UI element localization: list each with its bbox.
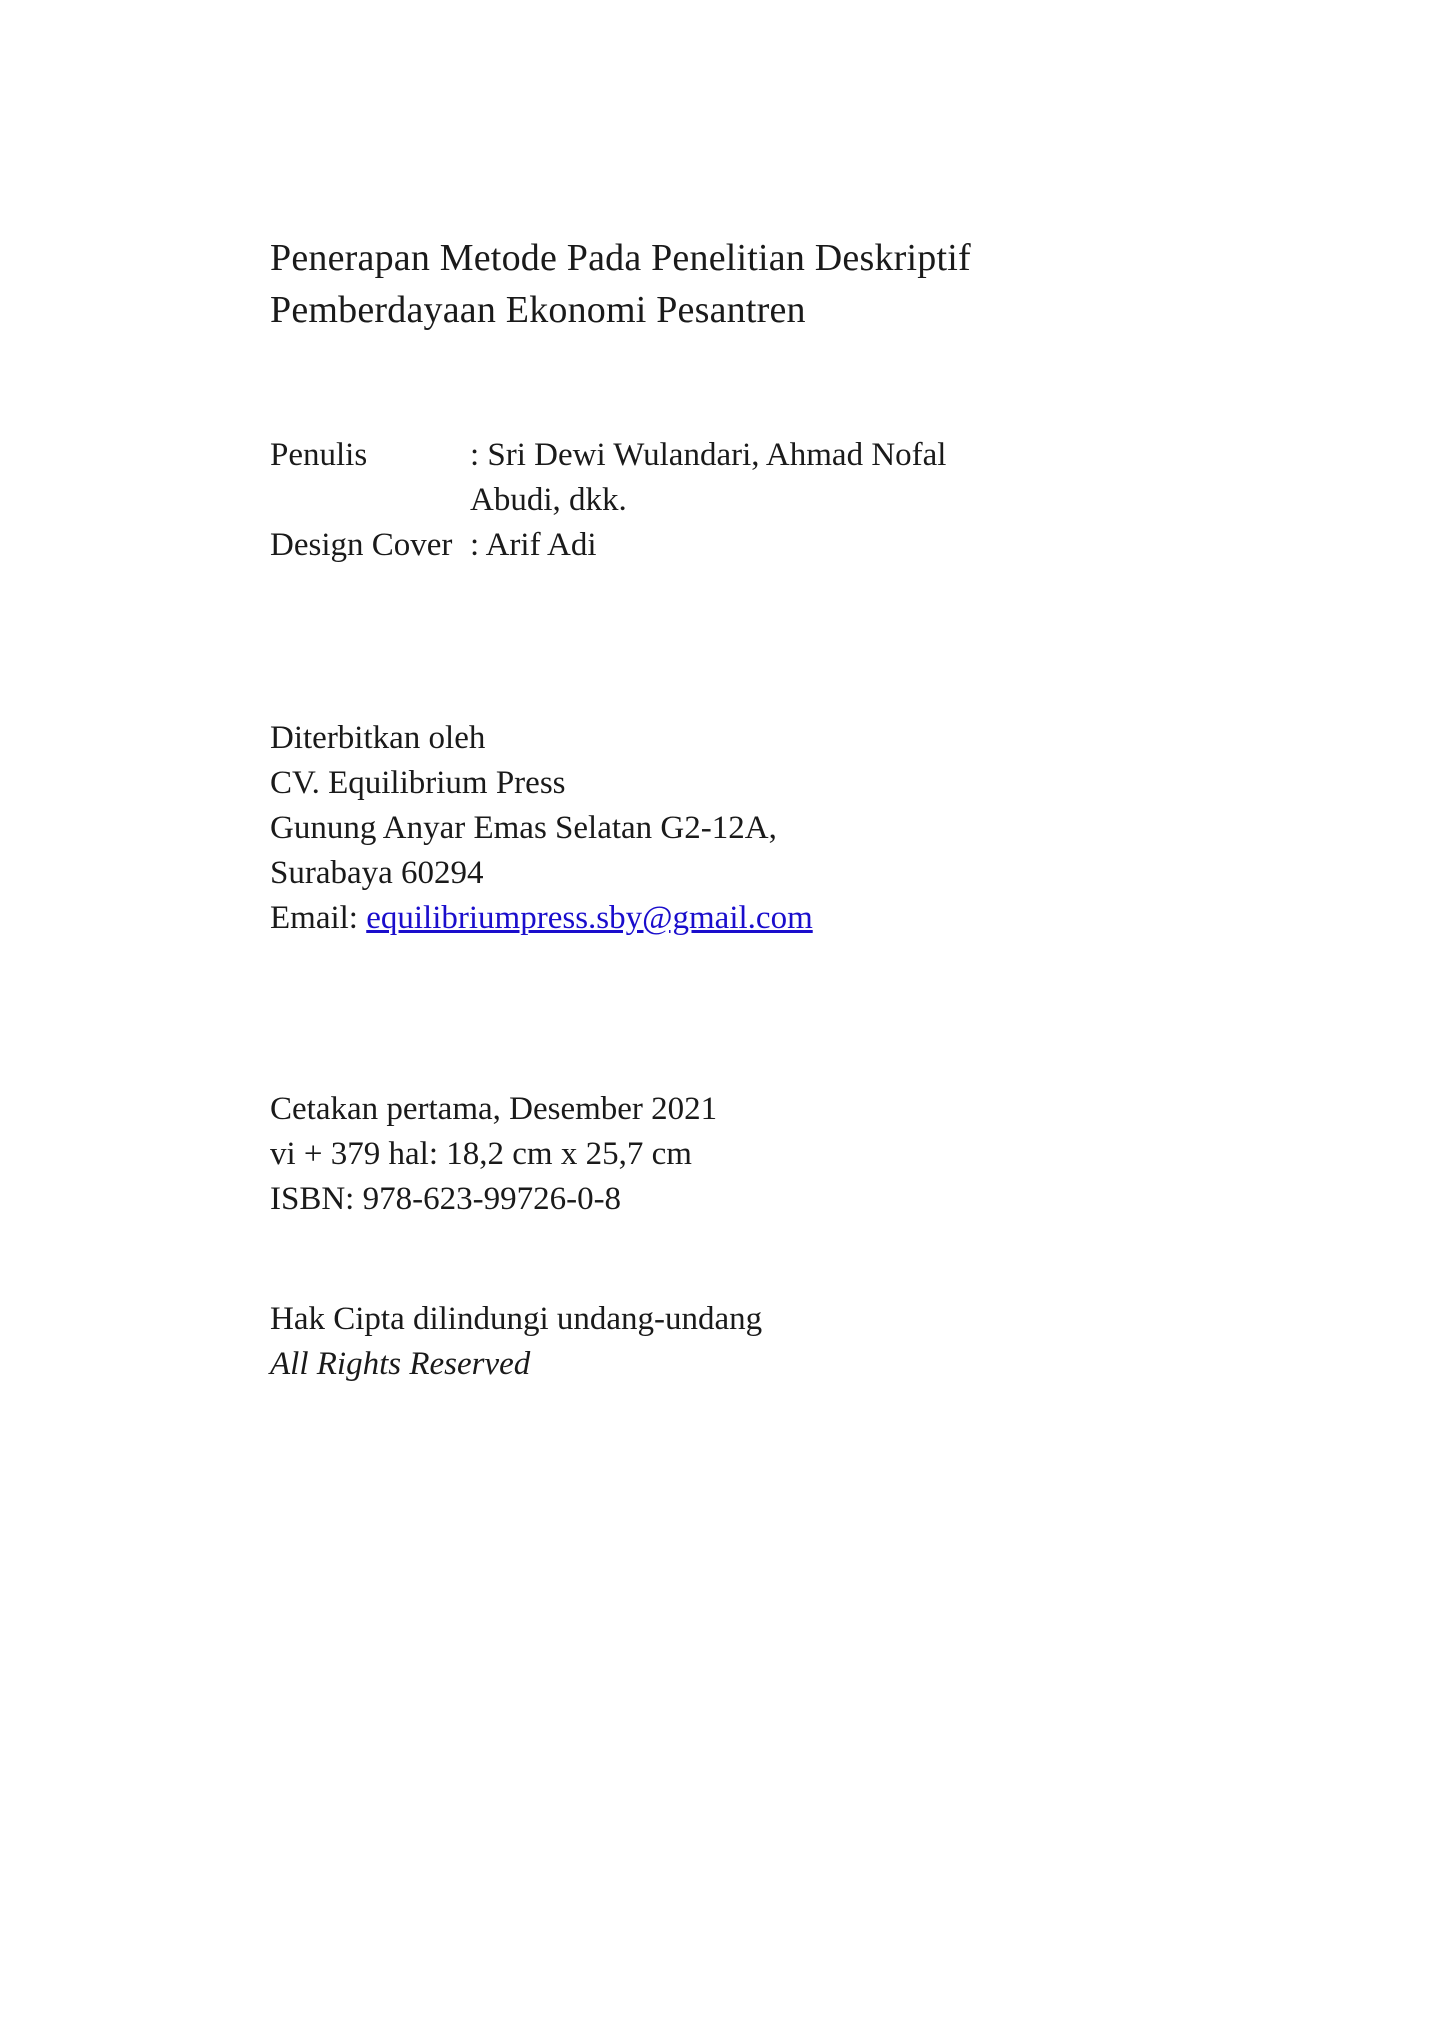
book-title-line-2: Pemberdayaan Ekonomi Pesantren xyxy=(270,289,806,331)
publisher-address-line-1: Gunung Anyar Emas Selatan G2-12A, xyxy=(270,810,777,846)
book-title-line-1: Penerapan Metode Pada Penelitian Deskriptif xyxy=(270,237,971,279)
cover-design-label: Design Cover xyxy=(270,527,453,563)
copyright-section xyxy=(270,1297,762,1387)
email-link[interactable]: equilibriumpress.sby@gmail.com xyxy=(366,900,813,936)
author-label: Penulis xyxy=(270,437,368,473)
author-value: : Sri Dewi Wulandari, Ahmad Nofal Abudi, dkk. xyxy=(470,437,947,518)
print-edition: Cetakan pertama, Desember 2021 xyxy=(270,1091,718,1127)
page-count-dimensions: vi + 379 hal: 18,2 cm x 25,7 cm xyxy=(270,1136,692,1172)
isbn: ISBN: 978-623-99726-0-8 xyxy=(270,1181,622,1217)
publisher-heading: Diterbitkan oleh xyxy=(270,720,486,756)
publisher-section xyxy=(270,716,813,941)
credits-section xyxy=(270,433,946,568)
publisher-name: CV. Equilibrium Press xyxy=(270,765,566,801)
copyright-notice: Hak Cipta dilindungi undang-undang xyxy=(270,1301,763,1337)
email-label: Email: xyxy=(270,900,367,936)
publisher-address-line-2: Surabaya 60294 xyxy=(270,855,484,891)
all-rights-reserved: All Rights Reserved xyxy=(270,1346,531,1382)
cover-design-value: : Arif Adi xyxy=(470,527,597,563)
publisher-email-row xyxy=(270,896,813,941)
credit-row-cover-design xyxy=(270,523,946,568)
credit-row-author xyxy=(270,433,946,523)
edition-section xyxy=(270,1087,717,1222)
book-title xyxy=(270,232,971,336)
